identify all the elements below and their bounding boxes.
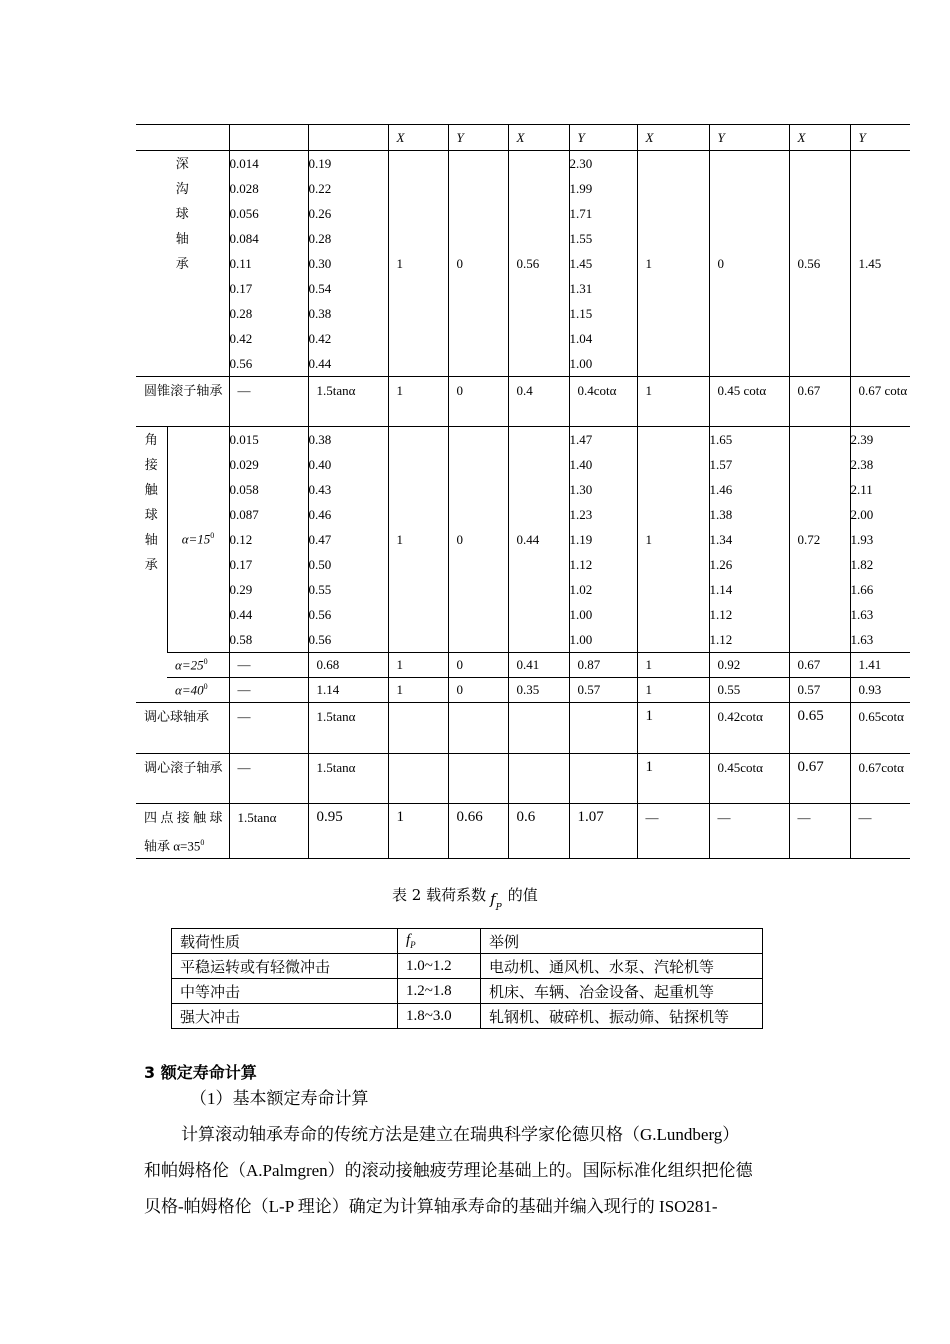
angular-15-x3: 1: [637, 427, 709, 653]
deep-groove-name: 深 沟 球 轴 承: [136, 151, 229, 377]
angular-40-y4: 0.93: [850, 678, 910, 703]
angular-40-x2: 0.35: [508, 678, 569, 703]
deep-groove-x2: 0.56: [508, 151, 569, 377]
self-aligning-ball-x1: [388, 703, 448, 754]
self-aligning-roller-x4: 0.67: [789, 754, 850, 804]
angular-15-e-col: 0.38 0.40 0.43 0.46 0.47 0.50 0.55 0.56 0.56: [308, 427, 388, 653]
angular-25-col1: —: [229, 653, 308, 678]
body-paragraph: [144, 1117, 812, 1225]
radial-load-factor-table: [136, 124, 910, 859]
angular-40-col2: 1.14: [308, 678, 388, 703]
angle-15-label: $\alpha=15^0$: [167, 427, 229, 653]
paragraph-line: 和帕姆格伦（A.Palmgren）的滚动接触疲劳理论基础上的。国际标准化组织把伦德: [144, 1161, 753, 1180]
header-cell-x1: X: [388, 125, 448, 151]
tapered-roller-x3: 1: [637, 377, 709, 427]
table-row-angular-25: [136, 653, 910, 678]
self-aligning-ball-name: 调心球轴承: [136, 703, 229, 754]
angular-25-x4: 0.67: [789, 653, 850, 678]
load-factor-table: [171, 928, 763, 1029]
angular-25-x3: 1: [637, 653, 709, 678]
angular-25-y3: 0.92: [709, 653, 789, 678]
angular-contact-name: 角 接 触 球 轴 承: [136, 427, 167, 703]
header-cell-y4: Y: [850, 125, 910, 151]
table2-header-nature: 载荷性质: [172, 929, 398, 954]
tapered-roller-y3: 0.45 cotα: [709, 377, 789, 427]
self-aligning-roller-col2: 1.5tanα: [308, 754, 388, 804]
tapered-roller-x2: 0.4: [508, 377, 569, 427]
self-aligning-roller-x2: [508, 754, 569, 804]
table2-cell: 电动机、通风机、水泵、汽轮机等: [481, 954, 763, 979]
four-point-y3: —: [709, 804, 789, 859]
tapered-roller-x4: 0.67: [789, 377, 850, 427]
angular-25-x1: 1: [388, 653, 448, 678]
header-cell-x3: X: [637, 125, 709, 151]
self-aligning-roller-y1: [448, 754, 508, 804]
paragraph-line: 贝格-帕姆格伦（L-P 理论）确定为计算轴承寿命的基础并编入现行的 ISO281-: [144, 1197, 718, 1216]
header-cell-e1: [229, 125, 308, 151]
four-point-y1: 0.66: [448, 804, 508, 859]
angular-40-y3: 0.55: [709, 678, 789, 703]
angular-25-y2: 0.87: [569, 653, 637, 678]
table2-cell: 轧钢机、破碎机、振动筛、钻探机等: [481, 1004, 763, 1029]
header-cell-y2: Y: [569, 125, 637, 151]
four-point-x4: —: [789, 804, 850, 859]
angular-40-y2: 0.57: [569, 678, 637, 703]
tapered-roller-col1: —: [229, 377, 308, 427]
self-aligning-ball-y4: 0.65cotα: [850, 703, 910, 754]
header-cell-x4: X: [789, 125, 850, 151]
tapered-roller-col2: 1.5tanα: [308, 377, 388, 427]
angular-15-y3-col: 1.65 1.57 1.46 1.38 1.34 1.26 1.14 1.12 1.12: [709, 427, 789, 653]
tapered-roller-y4: 0.67 cotα: [850, 377, 910, 427]
table2-caption: [392, 884, 538, 913]
table2-header-example: 举例: [481, 929, 763, 954]
self-aligning-ball-x4: 0.65: [789, 703, 850, 754]
deep-groove-y2-col: 2.30 1.99 1.71 1.55 1.45 1.31 1.15 1.04 1.00: [569, 151, 637, 377]
deep-groove-x1: 1: [388, 151, 448, 377]
angular-15-y1: 0: [448, 427, 508, 653]
table-row-deep-groove: [136, 151, 910, 377]
table-row-angular-15: [136, 427, 910, 653]
angular-15-y4-col: 2.39 2.38 2.11 2.00 1.93 1.82 1.66 1.63 1.63: [850, 427, 910, 653]
table-row-four-point: [136, 804, 910, 859]
four-point-x1: 1: [388, 804, 448, 859]
four-point-col2: 0.95: [308, 804, 388, 859]
table-row-self-aligning-roller: [136, 754, 910, 804]
deep-groove-e-col: 0.19 0.22 0.26 0.28 0.30 0.54 0.38 0.42 0.44: [308, 151, 388, 377]
four-point-y2: 1.07: [569, 804, 637, 859]
header-cell-y1: Y: [448, 125, 508, 151]
deep-groove-ratio-col: 0.014 0.028 0.056 0.084 0.11 0.17 0.28 0.42 0.56: [229, 151, 308, 377]
table2-cell: 中等冲击: [172, 979, 398, 1004]
table-row: [172, 979, 763, 1004]
table2-header-fp: $f_P$: [398, 929, 481, 954]
deep-groove-y1: 0: [448, 151, 508, 377]
angular-25-x2: 0.41: [508, 653, 569, 678]
angular-25-y1: 0: [448, 653, 508, 678]
angular-40-col1: —: [229, 678, 308, 703]
caption-suffix: 的值: [507, 888, 538, 904]
self-aligning-roller-y4: 0.67cotα: [850, 754, 910, 804]
table2-cell: 机床、车辆、冶金设备、起重机等: [481, 979, 763, 1004]
angular-40-x1: 1: [388, 678, 448, 703]
deep-groove-x3: 1: [637, 151, 709, 377]
angular-25-y4: 1.41: [850, 653, 910, 678]
angular-25-col2: 0.68: [308, 653, 388, 678]
header-cell-e2: [308, 125, 388, 151]
table2-cell: 1.8~3.0: [398, 1004, 481, 1029]
header-cell-y3: Y: [709, 125, 789, 151]
self-aligning-ball-y2: [569, 703, 637, 754]
angle-40-label: $\alpha=40^0$: [167, 678, 229, 703]
caption-prefix: 表 2 载荷系数: [392, 886, 487, 904]
deep-groove-y4: 1.45: [850, 151, 910, 377]
paragraph-line: 计算滚动轴承寿命的传统方法是建立在瑞典科学家伦德贝格（G.Lundberg）: [181, 1125, 740, 1144]
self-aligning-roller-x1: [388, 754, 448, 804]
angular-40-y1: 0: [448, 678, 508, 703]
subsection-heading: （1）基本额定寿命计算: [190, 1089, 369, 1108]
tapered-roller-y2: 0.4cotα: [569, 377, 637, 427]
angular-40-x3: 1: [637, 678, 709, 703]
tapered-roller-y1: 0: [448, 377, 508, 427]
angular-15-x2: 0.44: [508, 427, 569, 653]
angular-40-x4: 0.57: [789, 678, 850, 703]
four-point-x2: 0.6: [508, 804, 569, 859]
tapered-roller-name: 圆锥滚子轴承: [136, 377, 229, 427]
four-point-name: 四点接触球 轴承 $\alpha=35^0$: [136, 804, 229, 859]
angle-25-label: $\alpha=25^0$: [167, 653, 229, 678]
table2-cell: 1.2~1.8: [398, 979, 481, 1004]
self-aligning-roller-name: 调心滚子轴承: [136, 754, 229, 804]
angular-15-x4: 0.72: [789, 427, 850, 653]
table-row-tapered-roller: [136, 377, 910, 427]
four-point-col1: 1.5tanα: [229, 804, 308, 859]
self-aligning-ball-x3: 1: [637, 703, 709, 754]
table2-header-row: [172, 929, 763, 954]
table-row-self-aligning-ball: [136, 703, 910, 754]
section-heading: 3 额定寿命计算: [144, 1063, 257, 1082]
caption-symbol: f: [490, 890, 496, 908]
table-header-row: [136, 125, 910, 151]
table2-cell: 1.0~1.2: [398, 954, 481, 979]
header-cell-type: [136, 125, 229, 151]
header-cell-x2: X: [508, 125, 569, 151]
self-aligning-roller-x3: 1: [637, 754, 709, 804]
table2-cell: 强大冲击: [172, 1004, 398, 1029]
deep-groove-y3: 0: [709, 151, 789, 377]
self-aligning-roller-col1: —: [229, 754, 308, 804]
four-point-y4: —: [850, 804, 910, 859]
tapered-roller-x1: 1: [388, 377, 448, 427]
self-aligning-roller-y3: 0.45cotα: [709, 754, 789, 804]
table2-cell: 平稳运转或有轻微冲击: [172, 954, 398, 979]
caption-symbol-sub: P: [495, 903, 502, 913]
table-row: [172, 1004, 763, 1029]
self-aligning-ball-y1: [448, 703, 508, 754]
deep-groove-x4: 0.56: [789, 151, 850, 377]
angular-15-y2-col: 1.47 1.40 1.30 1.23 1.19 1.12 1.02 1.00 1.00: [569, 427, 637, 653]
self-aligning-ball-y3: 0.42cotα: [709, 703, 789, 754]
angular-15-x1: 1: [388, 427, 448, 653]
angular-15-ratio-col: 0.015 0.029 0.058 0.087 0.12 0.17 0.29 0.44 0.58: [229, 427, 308, 653]
self-aligning-ball-x2: [508, 703, 569, 754]
self-aligning-ball-col2: 1.5tanα: [308, 703, 388, 754]
self-aligning-roller-y2: [569, 754, 637, 804]
self-aligning-ball-col1: —: [229, 703, 308, 754]
table-row: [172, 954, 763, 979]
table-row-angular-40: [136, 678, 910, 703]
four-point-x3: —: [637, 804, 709, 859]
